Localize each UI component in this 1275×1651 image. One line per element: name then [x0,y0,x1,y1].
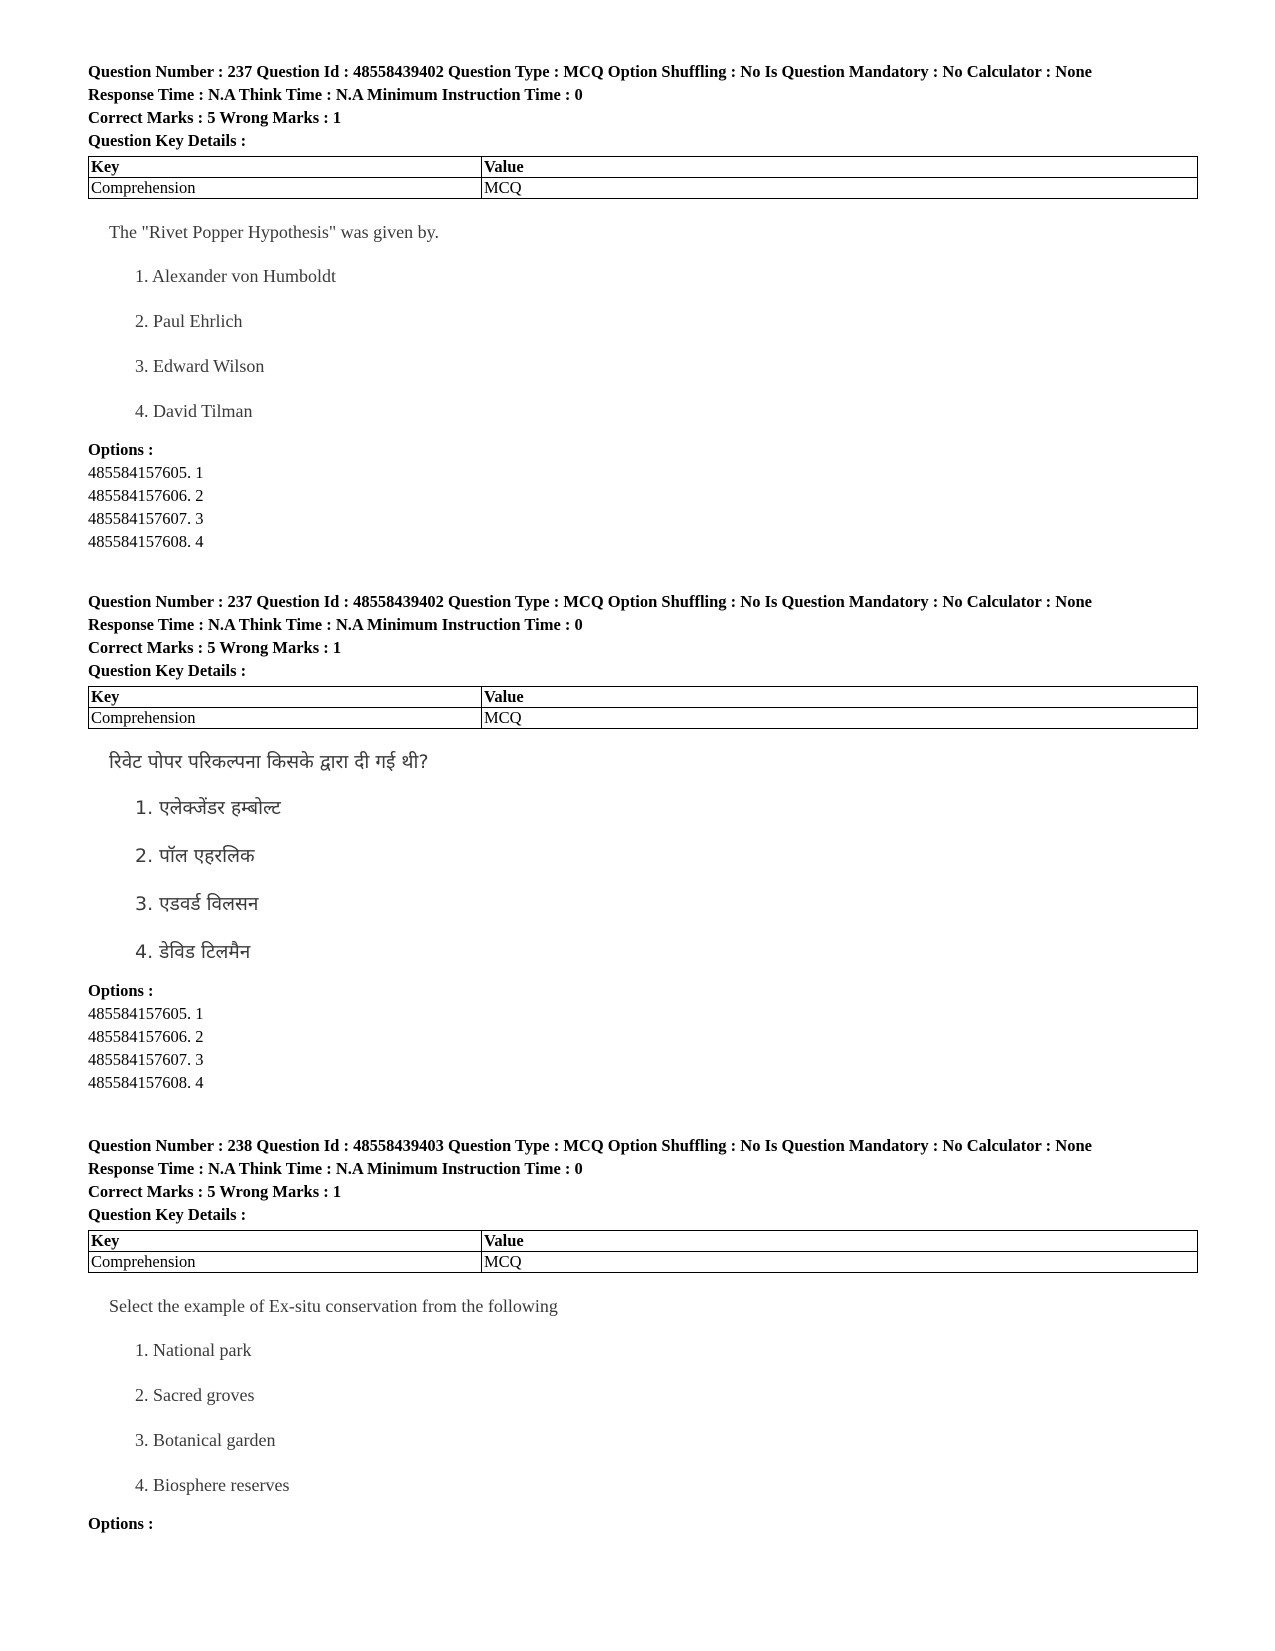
table-cell-key: Comprehension [89,178,482,199]
table-header-row [89,157,1198,178]
option-id-4: 485584157608. 4 [88,532,204,551]
table-cell-value: MCQ [482,1252,1198,1273]
option-id-2: 485584157606. 2 [88,1027,204,1046]
key-details-table [88,156,1198,199]
question-meta-line: Question Number : 237 Question Id : 48558439402 Question Type : MCQ Option Shuffling : No Is Question Mandatory : No Calculator : None [88,592,1092,611]
choice-1: 1. Alexander von Humboldt [135,266,336,286]
table-cell-value: MCQ [482,708,1198,729]
key-details-table [88,1230,1198,1273]
question-block-238-english [88,1136,1198,1534]
question-body [109,751,1198,963]
key-details-title: Question Key Details : [88,1205,247,1224]
choice-3: 3. Edward Wilson [135,356,265,376]
table-header-value: Value [482,157,1198,178]
marks-line: Correct Marks : 5 Wrong Marks : 1 [88,1182,342,1201]
options-title: Options : [88,1514,154,1533]
table-row [89,1252,1198,1273]
table-header-value: Value [482,1231,1198,1252]
table-cell-key: Comprehension [89,1252,482,1273]
choice-2: 2. पॉल एहरलिक [135,845,255,867]
question-stem: The "Rivet Popper Hypothesis" was given by. [109,222,439,242]
option-id-3: 485584157607. 3 [88,1050,204,1069]
choice-2: 2. Sacred groves [135,1385,255,1405]
options-title: Options : [88,981,154,1000]
option-id-4: 485584157608. 4 [88,1073,204,1092]
table-header-row [89,1231,1198,1252]
key-details-title: Question Key Details : [88,131,247,150]
table-header-value: Value [482,687,1198,708]
question-stem: Select the example of Ex-situ conservation from the following [109,1296,558,1316]
table-row [89,178,1198,199]
options-title: Options : [88,440,154,459]
table-header-key: Key [89,157,482,178]
table-header-key: Key [89,1231,482,1252]
response-time-line: Response Time : N.A Think Time : N.A Minimum Instruction Time : 0 [88,85,583,104]
table-cell-value: MCQ [482,178,1198,199]
question-meta-line: Question Number : 237 Question Id : 48558439402 Question Type : MCQ Option Shuffling : No Is Question Mandatory : No Calculator : None [88,62,1092,81]
question-body [109,1295,1198,1496]
question-body [109,221,1198,422]
question-stem: रिवेट पोपर परिकल्पना किसके द्वारा दी गई थी? [109,751,429,773]
question-block-237-english [88,62,1198,552]
choice-4: 4. David Tilman [135,401,253,421]
marks-line: Correct Marks : 5 Wrong Marks : 1 [88,108,342,127]
choice-3: 3. एडवर्ड विलसन [135,893,259,915]
response-time-line: Response Time : N.A Think Time : N.A Minimum Instruction Time : 0 [88,1159,583,1178]
option-id-3: 485584157607. 3 [88,509,204,528]
table-header-key: Key [89,687,482,708]
option-id-1: 485584157605. 1 [88,1004,204,1023]
response-time-line: Response Time : N.A Think Time : N.A Minimum Instruction Time : 0 [88,615,583,634]
option-id-1: 485584157605. 1 [88,463,204,482]
key-details-title: Question Key Details : [88,661,247,680]
table-cell-key: Comprehension [89,708,482,729]
choice-4: 4. डेविड टिलमैन [135,941,251,963]
table-header-row [89,687,1198,708]
table-row [89,708,1198,729]
option-id-2: 485584157606. 2 [88,486,204,505]
key-details-table [88,686,1198,729]
choice-4: 4. Biosphere reserves [135,1475,290,1495]
choice-1: 1. एलेक्जेंडर हम्बोल्ट [135,797,281,819]
marks-line: Correct Marks : 5 Wrong Marks : 1 [88,638,342,657]
question-meta-line: Question Number : 238 Question Id : 48558439403 Question Type : MCQ Option Shuffling : No Is Question Mandatory : No Calculator : None [88,1136,1092,1155]
choice-3: 3. Botanical garden [135,1430,276,1450]
choice-1: 1. National park [135,1340,252,1360]
choice-2: 2. Paul Ehrlich [135,311,243,331]
question-block-237-hindi [88,592,1198,1093]
